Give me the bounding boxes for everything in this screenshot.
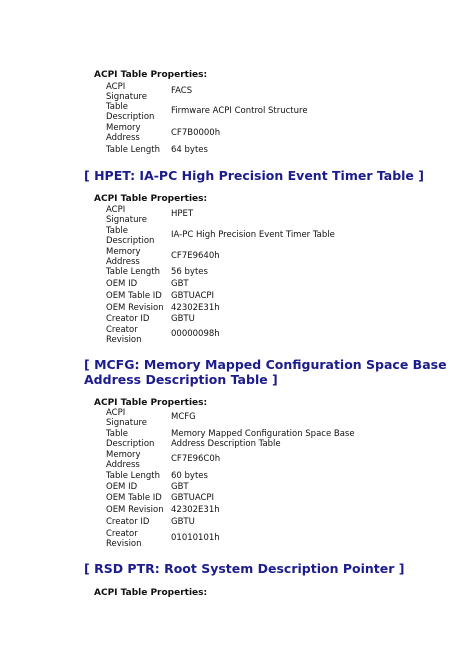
property-label: OEM Revision (106, 505, 164, 515)
property-value: MCFG (171, 412, 196, 422)
property-label: Table Length (106, 471, 161, 481)
property-label: Creator ID (106, 314, 150, 324)
property-value: GBTUACPI (171, 291, 215, 301)
property-label: ACPI Signature (106, 408, 148, 428)
property-label: Table Length (106, 145, 161, 155)
property-value: GBT (171, 279, 189, 289)
properties-heading: ACPI Table Properties: (94, 588, 208, 598)
property-value: 42302E31h (171, 303, 220, 313)
property-label: Memory Address (106, 450, 141, 470)
properties-heading: ACPI Table Properties: (94, 398, 208, 408)
property-value: Firmware ACPI Control Structure (171, 106, 308, 116)
property-value: GBTU (171, 517, 195, 527)
property-label: OEM Table ID (106, 291, 162, 301)
property-label: Creator Revision (106, 325, 142, 345)
properties-heading: ACPI Table Properties: (94, 194, 208, 204)
property-label: OEM ID (106, 482, 138, 492)
property-value: FACS (171, 86, 193, 96)
property-value: CF7E9640h (171, 251, 220, 261)
property-label: Memory Address (106, 247, 141, 267)
property-label: Memory Address (106, 123, 141, 143)
property-label: Creator Revision (106, 529, 142, 549)
property-label: OEM Revision (106, 303, 164, 313)
property-value: 56 bytes (171, 267, 208, 277)
property-label: Table Description (106, 102, 155, 122)
property-value: Memory Mapped Configuration Space Base Address Description Table (171, 429, 355, 449)
property-value: GBT (171, 482, 189, 492)
properties-heading: ACPI Table Properties: (94, 70, 208, 80)
property-label: Table Description (106, 429, 155, 449)
property-value: GBTU (171, 314, 195, 324)
property-label: OEM Table ID (106, 493, 162, 503)
section-title: [ MCFG: Memory Mapped Configuration Space Base Address Description Table ] (84, 357, 447, 387)
property-value: 60 bytes (171, 471, 208, 481)
property-value: 01010101h (171, 533, 220, 543)
property-value: 42302E31h (171, 505, 220, 515)
property-label: Table Description (106, 226, 155, 246)
property-value: 64 bytes (171, 145, 208, 155)
property-value: IA-PC High Precision Event Timer Table (171, 230, 335, 240)
property-value: CF7B0000h (171, 128, 221, 138)
section-title: [ RSD PTR: Root System Description Pointer ] (84, 561, 405, 576)
property-value: CF7E96C0h (171, 454, 221, 464)
property-value: 00000098h (171, 329, 220, 339)
property-label: Table Length (106, 267, 161, 277)
section-title: [ HPET: IA-PC High Precision Event Timer Table ] (84, 168, 424, 183)
property-label: ACPI Signature (106, 205, 148, 225)
property-label: ACPI Signature (106, 82, 148, 102)
property-value: GBTUACPI (171, 493, 215, 503)
property-label: Creator ID (106, 517, 150, 527)
property-value: HPET (171, 209, 194, 219)
property-label: OEM ID (106, 279, 138, 289)
